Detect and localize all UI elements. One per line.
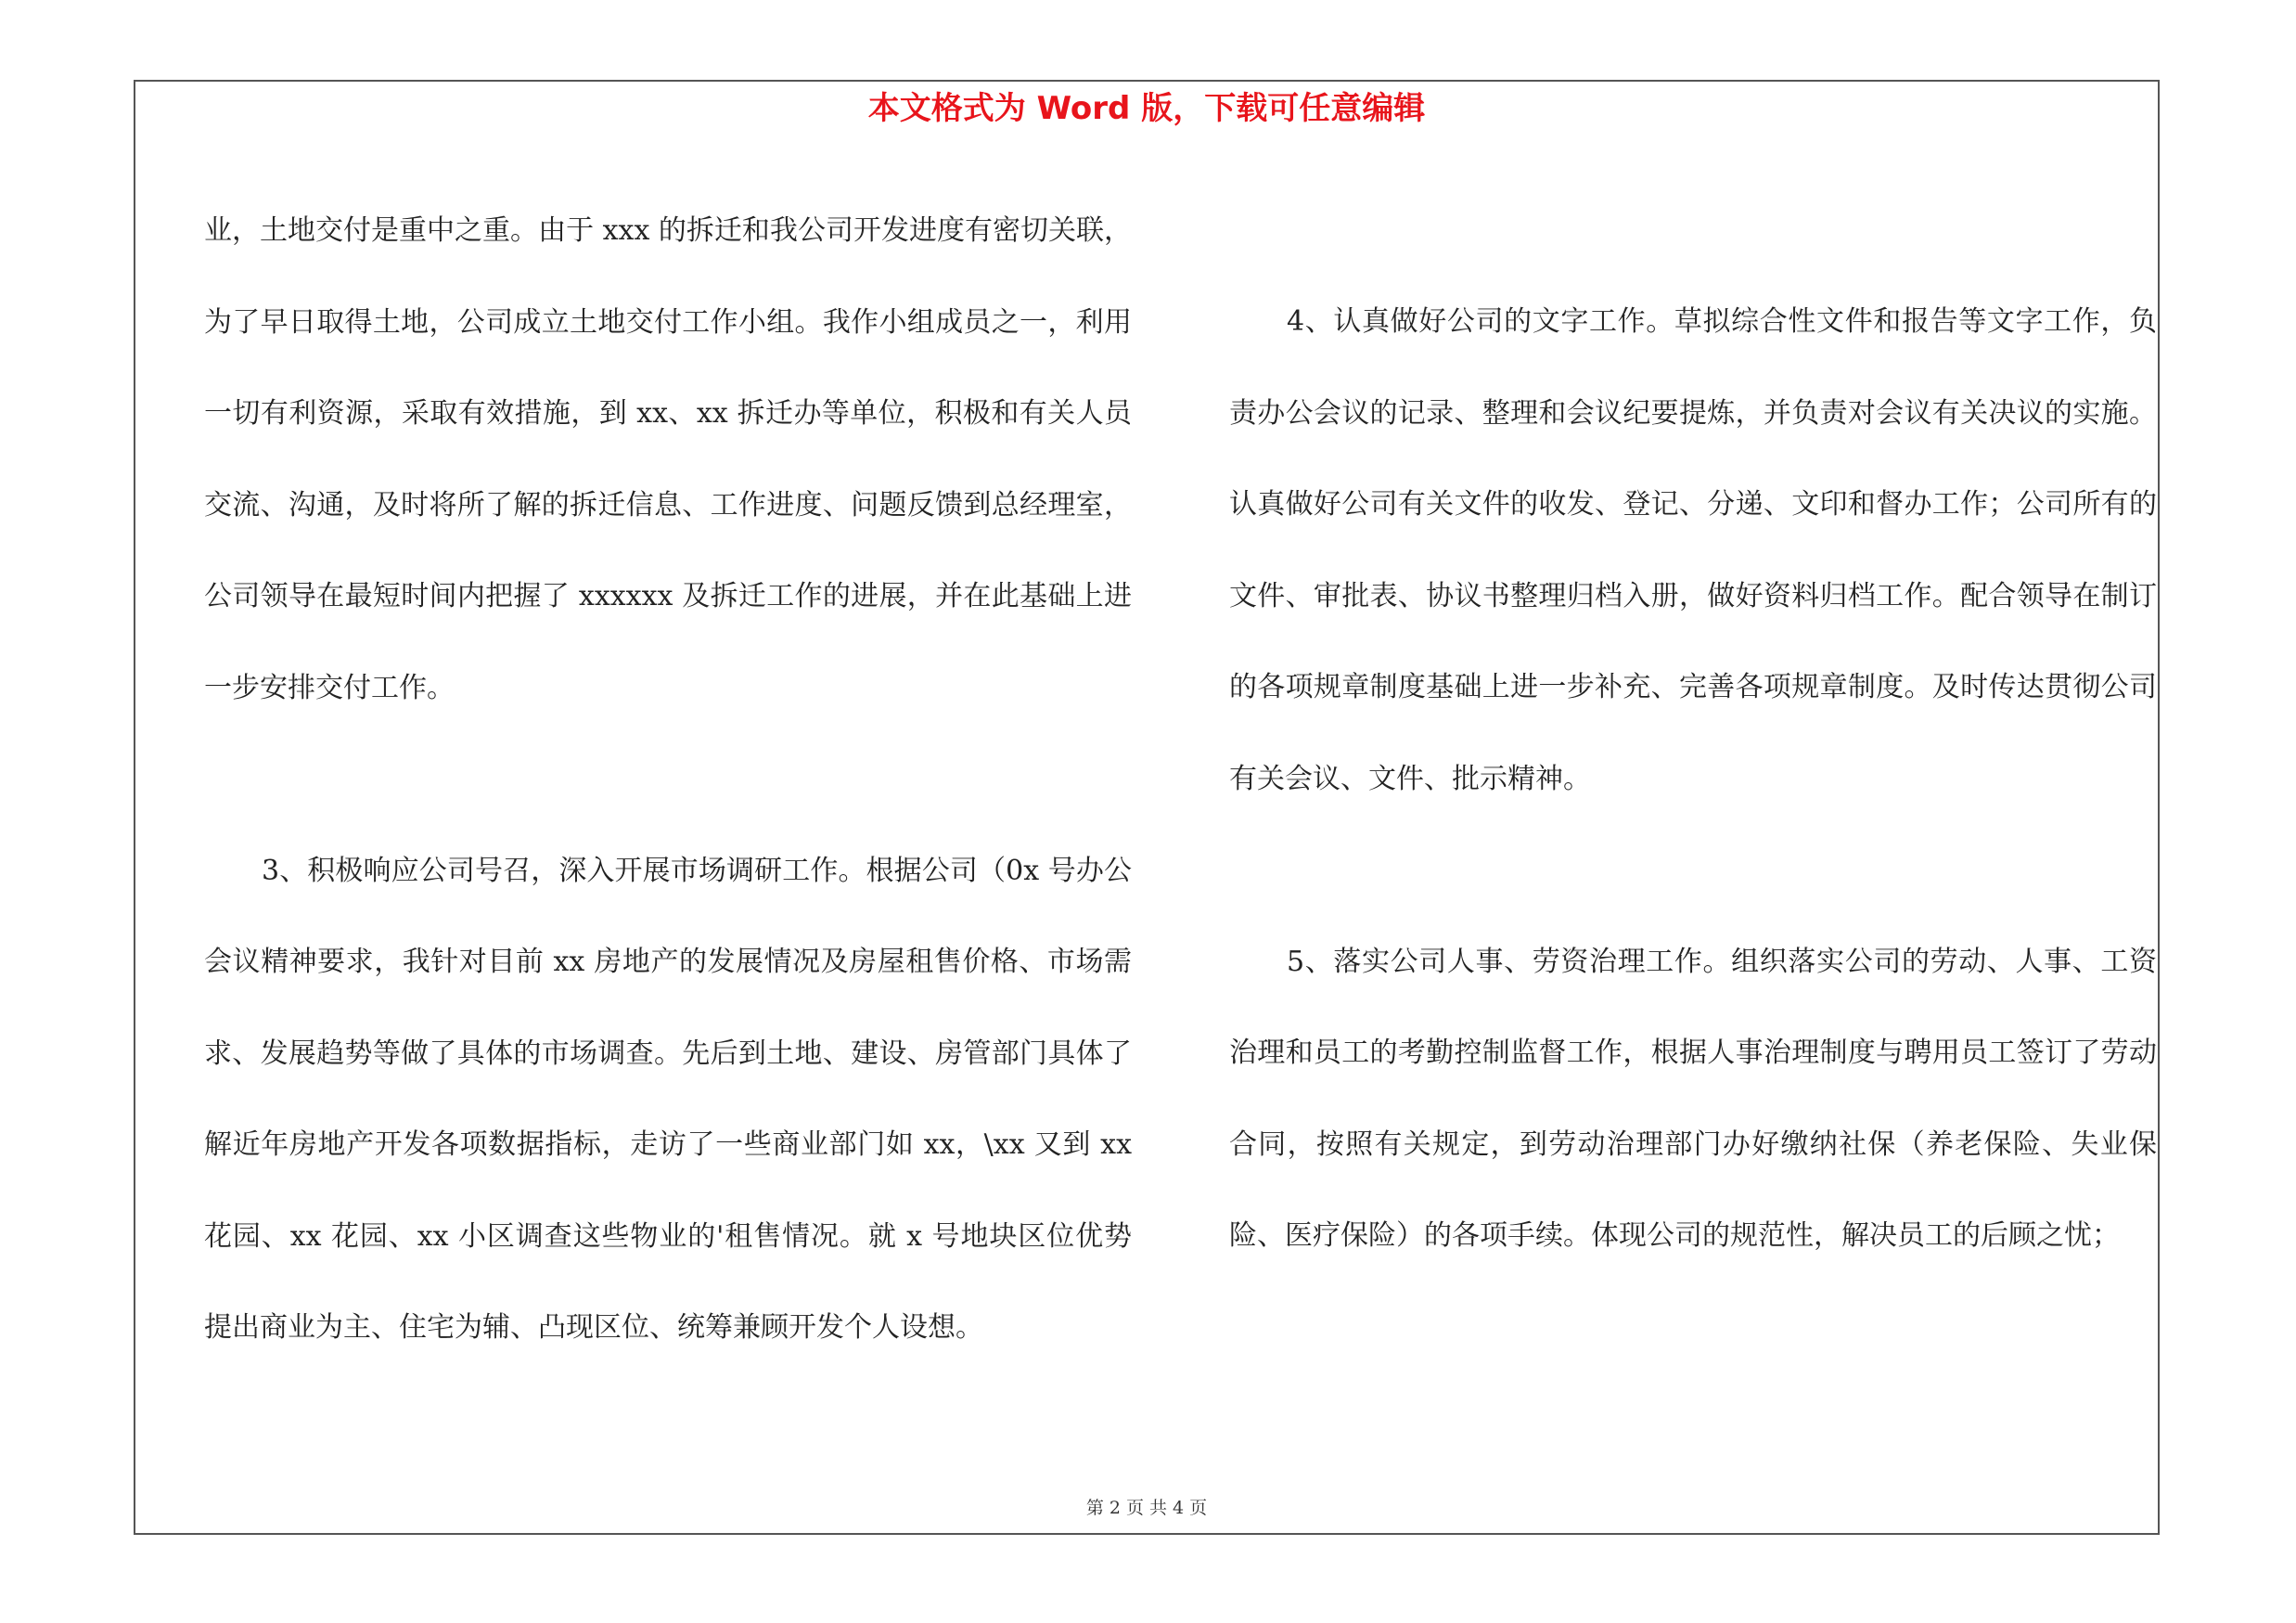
page-number: 第 2 页 共 4 页 (1085, 1498, 1208, 1518)
paragraph-document-work: 4、认真做好公司的文字工作。草拟综合性文件和报告等文字工作，负责办公会议的记录、整理和会议纪要提炼，并负责对会议有关决议的实施。认真做好公司有关文件的收发、登记、分递、文印和督办工作；公司所有的文件、审批表、协议书整理归档入册，做好资料归档工作。配合领导在制订的各项规章制度基础上进一步补充、完善各项规章制度。及时传达贯彻公司有关会议、文件、批示精神。 (1229, 305, 2157, 795)
right-column (1229, 277, 2157, 1282)
paragraph-spacer (1229, 825, 2157, 917)
format-banner: 本文格式为 Word 版，下载可任意编辑 (867, 90, 1426, 127)
left-column (204, 186, 1132, 1374)
paragraph-hr-management: 5、落实公司人事、劳资治理工作。组织落实公司的劳动、人事、工资治理和员工的考勤控制监督工作，根据人事治理制度与聘用员工签订了劳动合同，按照有关规定，到劳动治理部门办好缴纳社保（养老保险、失业保险、医疗保险）的各项手续。体现公司的规范性，解决员工的后顾之忧； (1229, 945, 2157, 1252)
paragraph-land-delivery: 业，土地交付是重中之重。由于 xxx 的拆迁和我公司开发进度有密切关联，为了早日取得土地，公司成立土地交付工作小组。我作小组成员之一，利用一切有利资源，采取有效措施，到 xx、xx 拆迁办等单位，积极和有关人员交流、沟通，及时将所了解的拆迁信息、工作进度、问题反馈到总经理室，公司领导在最短时间内把握了 xxxxxx 及拆迁工作的进展，并在此基础上进一步安排交付工作。 (204, 214, 1132, 704)
paragraph-spacer (204, 734, 1132, 826)
paragraph-market-research: 3、积极响应公司号召，深入开展市场调研工作。根据公司（0x 号办公会议精神要求，我针对目前 xx 房地产的发展情况及房屋租售价格、市场需求、发展趋势等做了具体的市场调查。先后到土地、建设、房管部门具体了解近年房地产开发各项数据指标，走访了一些商业部门如 xx，\xx 又到 xx 花园、xx 花园、xx 小区调查这些物业的'租售情况。就 x 号地块区位优势提出商业为主、住宅为辅、凸现区位、统筹兼顾开发个人设想。 (204, 854, 1132, 1344)
